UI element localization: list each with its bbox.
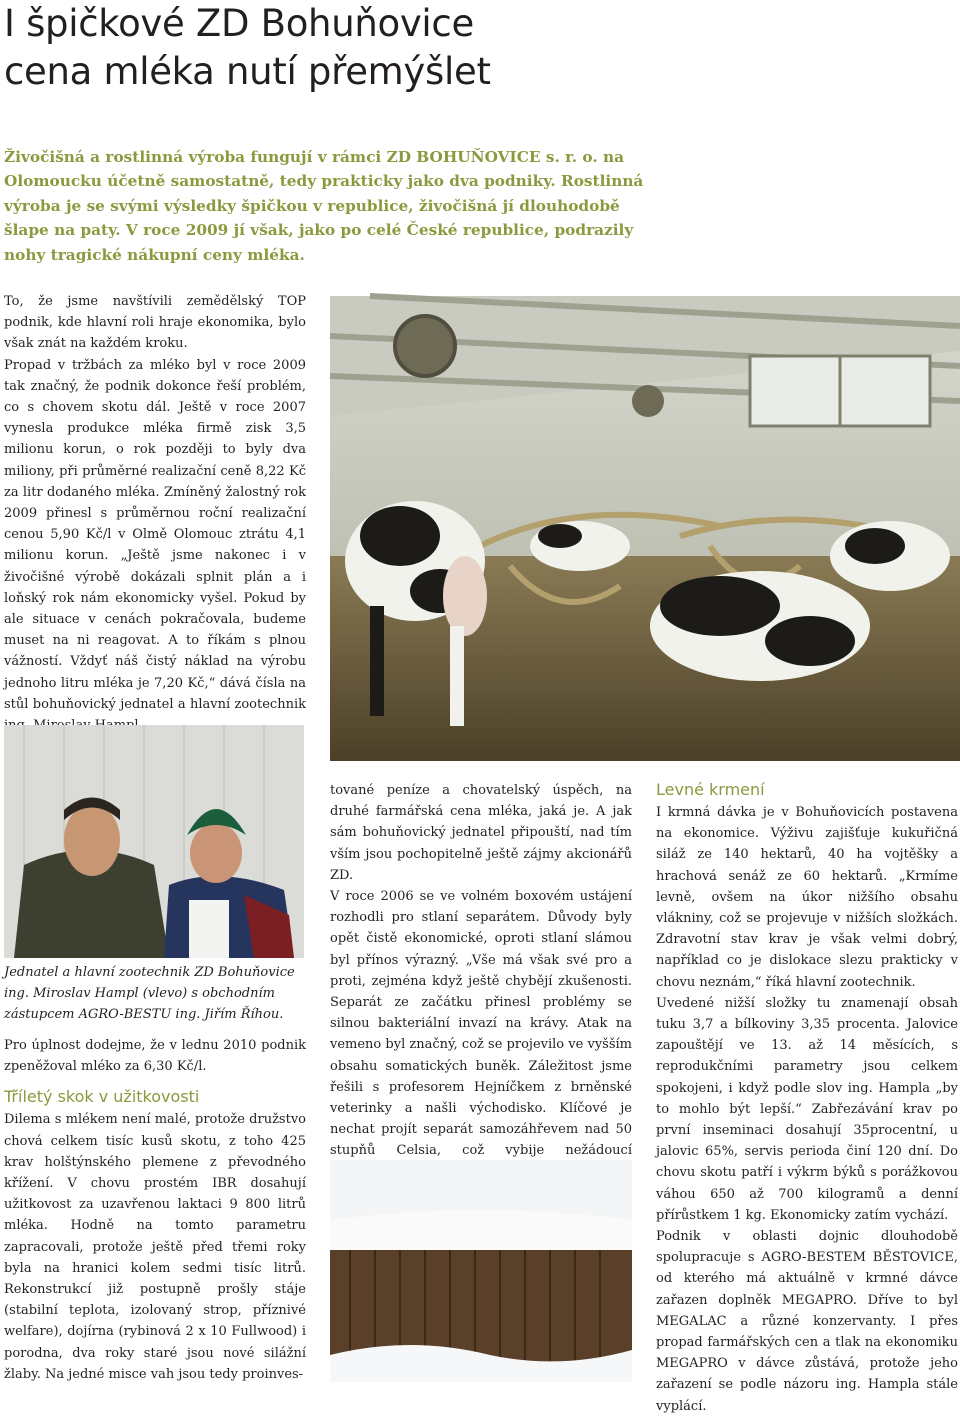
title-line-2: cena mléka nutí přemýšlet (4, 50, 491, 93)
paragraph-january-price: Pro úplnost dodejme, že v lednu 2010 podnik zpeněžoval mléko za 6,30 Kč/l. (4, 1038, 306, 1075)
paragraph-investments: tované peníze a chovatelský úspěch, na druhé farmářská cena mléka, jaká je. A jak sám bohuňovický jednatel připouští, nad tím vším jsou pochopitelně ještě zájmy akcionářů ZD. (330, 783, 632, 883)
paragraph-components: Uvedené nižší složky tu znamenají obsah tuku 3,7 a bílkoviny 3,35 procenta. Jalovice zapouštějí ve 13. až 14 měsících, s reprodukčními parametry jsou celkem spokojeni, i když podle slov ing. Hampla „by to mohlo být lepší.“ Zabřezávání krav po první inseminaci dosahují 35procentní, u jalovic 65%, servis perioda činí 120 dní. Do chovu skotu patří i výkrm býků s porážkovou váhou 650 až 700 kilogramů a denní přírůstkem 1 kg. Ekonomicky zatím vychází. (656, 995, 958, 1223)
men-photo-illustration (4, 725, 304, 958)
article-title (4, 0, 704, 96)
photo-snowy-barn (330, 1160, 632, 1382)
paragraph-intro: To, že jsme navštívili zemědělský TOP podnik, kde hlavní roli hraje ekonomika, bylo však znát na každém kroku. (4, 294, 306, 352)
paragraph-revenue: Propad v tržbách za mléko byl v roce 2009 tak značný, že podnik dokonce řeší problém, co s chovem skotu dál. Ještě v roce 2007 vynesla produkce mléka firmě zisk 3,5 milionu korun, o rok později to byly dva miliony, při průměrné realizační ceně 8,22 Kč za litr dodaného mléka. Zmíněný žalostný rok 2009 přinesl s průměrnou roční realizační cenou 5,90 Kč/l v Olmě Olomouc ztrátu 4,1 milionu korun. „Ještě jsme nakonec i v živočišné výrobě dokázali splnit plán a i loňský rok nám ekonomicky vyšel. Pokud by ale situace v cenách pokračovala, budeme muset na ni reagovat. A to říkám s plnou vážností. Vždyť náš čistý náklad na výrobu jednoho litru mléka je 7,20 Kč,“ dává čísla na stůl bohuňovický jednatel a hlavní zootechnik (4, 357, 306, 712)
column-3 (656, 778, 958, 1417)
photo-two-men (4, 725, 304, 958)
paragraph-separate-bedding: V roce 2006 se ve volném boxovém ustájení rozhodli pro stlaní separátem. Důvody byly opět čistě ekonomické, oproti stlaní slámou byl přínos výrazný. „Vše má však své pro a proti, zejména když ještě chybějí zkušenosti. Separát ze začátku přinesl problémy se silnou bakteriální invazí na krávy. Atak na vemeno byl značný, což se projevilo ve vyšším obsahu somatických buněk. Záležitost jsme řešili s profesorem Hejníčkem z brněnské veterinky a našli východisko. Klíčové je nechat projít separát samozáhřevem nad 50 stupňů Celsia, což vybije nežádoucí (330, 889, 632, 1159)
paragraph-dilemma: Dilema s mlékem není malé, protože družstvo chová celkem tisíc kusů skotu, z toho 425 krav holštýnského plemene z převodného křížení. V chovu prostém IBR dosahují užitkovost za uzavřenou laktaci 9 800 litrů mléka. Hodně na tomto parametru zapracovali, protože ještě před třemi roky byla na hranici kolem sedmi tisíc litrů. Rekonstrukcí již postupně prošly stáje (stabilní teplota, izolovaný strop, příznivé welfare), dojírna (rybinová 2 x 10 Fullwood) i porodna, dva roky staré jsou nové silážní žlaby. Na jedné misce vah jsou tedy proinves- (4, 1112, 306, 1382)
heading-three-year-jump: Tříletý skok v užitkovosti (4, 1087, 200, 1107)
column-1-top (4, 291, 306, 736)
paragraph-feed-ration: I krmná dávka je v Bohuňovicích postavena na ekonomice. Výživu zajišťuje kukuřičná siláž ze 140 hektarů, 40 ha vojtěšky a hrachová senáž ze 60 hektarů. „Krmíme levně, ovšem na úkor nižšího obsahu vlákniny, což se projevuje v nižších složkách. Zdravotní stav krav je však velmi dobrý, například co je dislokace slezu prakticky v chovu neznám,“ říká hlavní zootechnik. (656, 805, 958, 990)
heading-cheap-feeding: Levné krmení (656, 780, 765, 799)
photo-caption: Jednatel a hlavní zootechnik ZD Bohuňovice ing. Miroslav Hampl (vlevo) s obchodním zástupcem AGRO-BESTU ing. Jiřím Říhou. (4, 965, 295, 1023)
column-2 (330, 780, 632, 1183)
paragraph-agro-best: Podnik v oblasti dojnic dlouhodobě spolupracuje s AGRO-BESTEM BĚSTOVICE, od kterého má aktuálně v krmné dávce zařazen doplněk MEGAPRO. Dříve to byl MEGALAC a různé konzervanty. I přes propad farmářských cen a tlak na ekonomiku MEGAPRO v dávce zůstává, protože jeho zařazení se podle názoru ing. Hampla stále vyplácí. (656, 1229, 958, 1414)
cows-barn-illustration (330, 296, 960, 761)
article-lead: Živočišná a rostlinná výroba fungují v rámci ZD BOHUŇOVICE s. r. o. na Olomoucku účetně samostatně, tedy prakticky jako dva podniky. Rostlinná výroba je se svými výsledky špičkou v republice, živočišná jí dlouhodobě šlape na paty. V roce 2009 jí však, jako po celé České republice, podrazily nohy tragické nákupní ceny mléka. (4, 148, 644, 264)
photo-cows-in-barn (330, 296, 960, 761)
title-line-1: I špičkové ZD Bohuňovice (4, 2, 474, 45)
column-1-bottom (4, 1035, 306, 1385)
snowy-barn-illustration (330, 1160, 632, 1382)
